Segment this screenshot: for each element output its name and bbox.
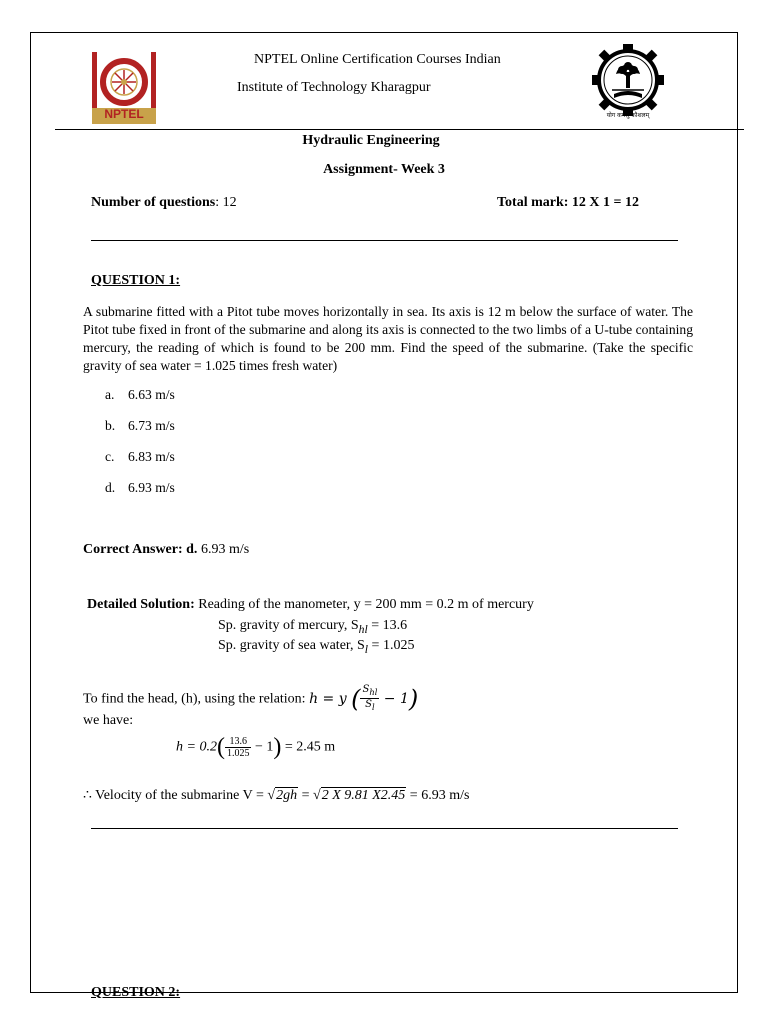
option-text: 6.93 m/s [128,480,175,495]
we-have: we have: [83,713,134,728]
head-equation: h = 0.2( $\frac{13.6}{1.025}$ − 1) = 2.45 m [176,734,336,760]
option-text: 6.63 m/s [128,387,175,402]
head-fraction [225,736,252,759]
sqrt-numeric: √2 X 9.81 X2.45 [313,788,406,803]
option-label: d. [105,480,116,495]
head-eq-result: = 2.45 m [281,739,336,755]
section-divider-top [91,240,678,241]
num-questions-value: : 12 [215,195,237,210]
velocity-equation [83,787,469,804]
head-relation [83,684,418,713]
sqrt-radicand-1: 2gh [276,788,298,803]
nptel-logo [90,52,158,124]
option-label: b. [105,418,116,433]
solution-line-3 [218,638,414,656]
course-title: Hydraulic Engineering [302,133,440,148]
velocity-text: ∴ Velocity of the submarine V = [83,788,268,803]
solution-value-3: = 1.025 [368,638,415,653]
header-divider [55,129,744,130]
section-divider-bottom [91,828,678,829]
subscript-l: l [364,642,369,656]
option-label: c. [105,449,115,464]
sqrt-2gh: √2gh [267,788,298,803]
header-line-2: Institute of Technology Kharagpur [237,80,431,95]
correct-answer-value: 6.93 m/s [197,542,250,557]
subscript-hl: hl [358,622,368,636]
head-relation-text: To find the head, (h), using the relation: [83,691,310,707]
solution-line-2 [218,618,407,636]
total-mark: Total mark: 12 X 1 = 12 [497,195,640,210]
option-b [105,418,175,434]
solution-text-3: Sp. gravity of sea water, S [218,638,365,653]
correct-answer-label: Correct Answer: d. [83,542,198,557]
relation-formula: h = y ( $\frac{S_{hl}}{S_l}$ − 1) [309,684,419,713]
header-line-1: NPTEL Online Certification Courses Indian [254,52,501,67]
solution-value-2: = 13.6 [367,618,408,633]
solution-text-2: Sp. gravity of mercury, S [218,618,359,633]
question-1-heading: QUESTION 1: [91,273,181,288]
solution-label: Detailed Solution: [87,597,195,612]
assignment-title: Assignment- Week 3 [323,162,445,177]
option-text: 6.83 m/s [128,449,175,464]
question-2-heading: QUESTION 2: [91,985,181,1000]
fraction-denominator: 1.025 [226,748,250,759]
nptel-logo-text: NPTEL [104,107,144,121]
solution-line-1 [87,597,534,613]
sqrt-radicand-2: 2 X 9.81 X2.45 [321,788,406,803]
option-c [105,449,175,465]
emblem-motto: योग कर्मसु कौशलम् [606,112,650,119]
question-1-text: A submarine fitted with a Pitot tube moves horizontally in sea. Its axis is 12 m below the surface of water. The Pitot tube fixed in front of the submarine and along its axis is connected to the two limbs of a U-tube containing mercury, the reading of which is found to be 200 mm. Find the speed of the submarine. (Take the specific gravity of sea water = 1.025 times fresh water) [83,304,693,373]
number-of-questions [91,195,237,211]
solution-text-1: Reading of the manometer, y = 200 mm = 0.2 m of mercury [194,597,534,612]
option-d [105,480,175,496]
option-text: 6.73 m/s [128,418,175,433]
equals-sign: = [298,788,313,803]
iit-kgp-emblem [592,44,664,122]
velocity-result: = 6.93 m/s [406,788,470,803]
fraction-numerator: 13.6 [225,736,252,748]
correct-answer [83,542,249,558]
option-label: a. [105,387,115,402]
option-a [105,387,175,403]
num-questions-label: Number of questions [91,195,216,210]
head-eq-prefix: h = 0.2 [176,739,217,755]
